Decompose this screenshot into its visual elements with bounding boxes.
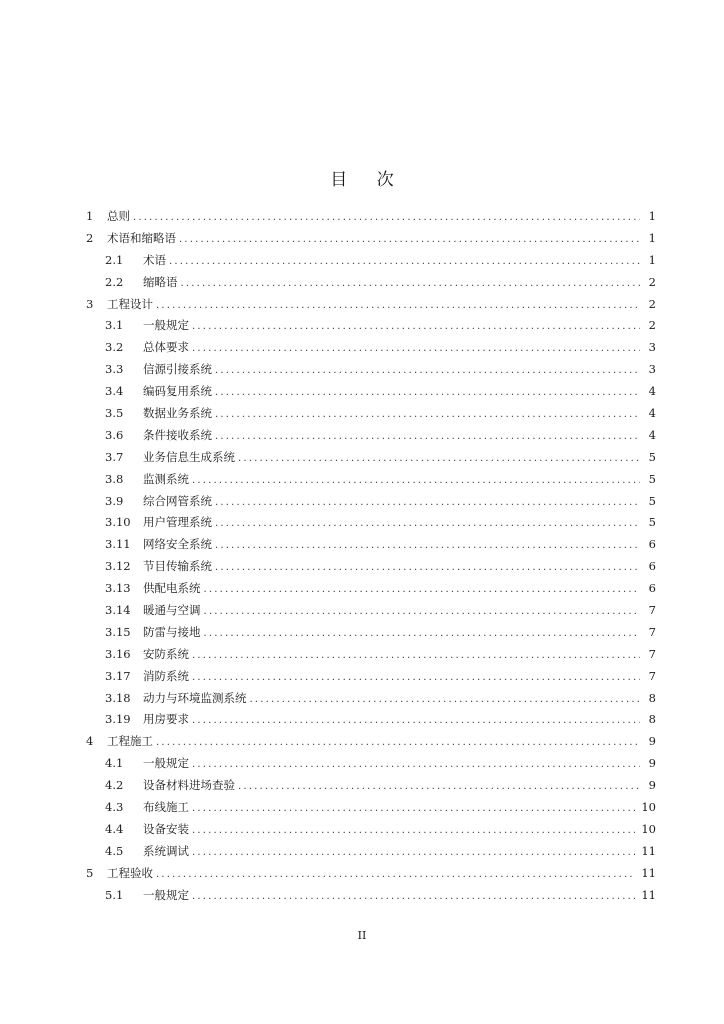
toc-entry <box>86 405 656 427</box>
toc-entry-page: 1 <box>648 209 656 223</box>
toc-entry <box>86 493 656 515</box>
toc-entry-label: 缩略语 <box>143 274 178 289</box>
toc-entry <box>86 777 656 799</box>
toc-entry-number: 3.5 <box>105 406 124 421</box>
toc-entry-page: 11 <box>641 843 656 858</box>
toc-entry <box>86 514 656 536</box>
toc-entry-number: 2.1 <box>105 252 124 267</box>
toc-entry-page: 7 <box>648 603 656 618</box>
page-number: II <box>357 929 367 942</box>
toc-leader-dots <box>179 234 640 245</box>
toc-entry-page: 4 <box>648 406 656 421</box>
toc-entry-label: 监测系统 <box>143 471 189 486</box>
toc-entry-page: 10 <box>641 821 656 836</box>
toc-entry <box>86 865 656 887</box>
toc-entry-label: 条件接收系统 <box>143 427 212 442</box>
toc-entry-label: 信源引接系统 <box>143 362 212 377</box>
toc-entry-number: 3.12 <box>105 559 131 574</box>
page-title: 目 次 <box>330 170 406 190</box>
toc-entry-label: 一般规定 <box>143 887 189 902</box>
toc-entry-label: 业务信息生成系统 <box>143 449 235 464</box>
toc-entry <box>86 799 656 821</box>
toc-entry-label: 一般规定 <box>143 756 189 771</box>
toc-entry-page: 8 <box>648 712 656 727</box>
toc-entry <box>86 711 656 733</box>
toc-entry-number: 3.6 <box>105 427 124 442</box>
toc-entry-number: 3.19 <box>105 712 131 727</box>
toc-entry-number: 3.4 <box>105 384 124 399</box>
toc-entry <box>86 887 656 909</box>
toc-leader-dots <box>215 387 640 398</box>
toc-entry-label: 工程施工 <box>107 734 153 749</box>
toc-entry-page: 4 <box>648 427 656 442</box>
toc-entry-page: 5 <box>648 515 656 530</box>
toc-entry <box>86 339 656 361</box>
table-of-contents <box>86 208 656 909</box>
toc-leader-dots <box>156 300 640 311</box>
toc-entry-page: 7 <box>648 668 656 683</box>
toc-entry-page: 5 <box>648 493 656 508</box>
toc-leader-dots <box>192 825 635 836</box>
toc-entry-page: 2 <box>648 318 656 333</box>
toc-entry-label: 数据业务系统 <box>143 406 212 421</box>
toc-leader-dots <box>192 715 640 726</box>
toc-entry-number: 3 <box>86 296 94 311</box>
toc-entry-page: 6 <box>648 537 656 552</box>
toc-entry <box>86 361 656 383</box>
toc-entry-page: 6 <box>648 559 656 574</box>
toc-leader-dots <box>156 869 635 880</box>
toc-leader-dots <box>192 343 640 354</box>
toc-leader-dots <box>192 803 635 814</box>
toc-leader-dots <box>238 453 640 464</box>
toc-leader-dots <box>215 409 640 420</box>
toc-entry <box>86 274 656 296</box>
toc-leader-dots <box>156 737 640 748</box>
toc-leader-dots <box>215 562 640 573</box>
toc-leader-dots <box>215 431 640 442</box>
toc-entry-page: 9 <box>648 734 656 749</box>
toc-entry-label: 总则 <box>107 209 130 223</box>
toc-leader-dots <box>133 212 640 223</box>
toc-entry-page: 10 <box>641 800 656 815</box>
toc-entry-page: 3 <box>648 340 656 355</box>
toc-entry-label: 安防系统 <box>143 646 189 661</box>
toc-entry <box>86 427 656 449</box>
toc-leader-dots <box>181 278 641 289</box>
toc-entry <box>86 821 656 843</box>
toc-entry-number: 1 <box>86 209 94 223</box>
toc-entry <box>86 733 656 755</box>
toc-entry <box>86 624 656 646</box>
toc-entry-label: 防雷与接地 <box>143 624 201 639</box>
toc-entry-label: 用户管理系统 <box>143 515 212 530</box>
toc-entry-number: 5.1 <box>105 887 124 902</box>
toc-leader-dots <box>192 759 640 770</box>
toc-entry-label: 动力与环境监测系统 <box>143 690 247 705</box>
toc-entry-page: 2 <box>648 274 656 289</box>
toc-leader-dots <box>215 518 640 529</box>
toc-entry-number: 3.1 <box>105 318 124 333</box>
toc-entry-page: 11 <box>641 887 656 902</box>
toc-entry <box>86 602 656 624</box>
toc-entry-number: 2.2 <box>105 274 124 289</box>
toc-leader-dots <box>215 365 640 376</box>
toc-entry-page: 6 <box>648 581 656 596</box>
toc-entry-page: 3 <box>648 362 656 377</box>
toc-entry-page: 8 <box>648 690 656 705</box>
toc-entry-label: 消防系统 <box>143 668 189 683</box>
toc-entry-number: 4.1 <box>105 756 124 771</box>
toc-leader-dots <box>250 694 641 705</box>
toc-entry-page: 7 <box>648 624 656 639</box>
toc-entry <box>86 383 656 405</box>
toc-entry-page: 11 <box>641 865 656 880</box>
toc-leader-dots <box>192 321 640 332</box>
toc-entry <box>86 471 656 493</box>
toc-entry-page: 7 <box>648 646 656 661</box>
toc-leader-dots <box>169 256 640 267</box>
toc-entry-label: 总体要求 <box>143 340 189 355</box>
toc-entry-label: 编码复用系统 <box>143 384 212 399</box>
toc-entry-number: 3.13 <box>105 581 131 596</box>
toc-entry-number: 3.8 <box>105 471 124 486</box>
toc-leader-dots <box>204 628 641 639</box>
toc-entry <box>86 558 656 580</box>
toc-entry-label: 设备材料进场查验 <box>143 778 235 793</box>
toc-leader-dots <box>192 475 640 486</box>
toc-entry-page: 1 <box>648 252 656 267</box>
toc-entry-page: 4 <box>648 384 656 399</box>
toc-entry-label: 供配电系统 <box>143 581 201 596</box>
toc-entry-number: 3.7 <box>105 449 124 464</box>
toc-entry <box>86 230 656 252</box>
toc-entry <box>86 317 656 339</box>
toc-entry-number: 3.16 <box>105 646 131 661</box>
toc-entry-label: 工程设计 <box>107 296 153 311</box>
toc-entry-number: 3.11 <box>105 537 131 552</box>
toc-entry-number: 2 <box>86 230 94 245</box>
toc-entry-page: 2 <box>648 296 656 311</box>
toc-entry-number: 3.15 <box>105 624 131 639</box>
toc-entry-label: 网络安全系统 <box>143 537 212 552</box>
toc-entry-number: 3.9 <box>105 493 124 508</box>
toc-entry-number: 3.18 <box>105 690 131 705</box>
toc-entry-page: 5 <box>648 471 656 486</box>
toc-entry <box>86 668 656 690</box>
toc-entry-number: 3.17 <box>105 668 131 683</box>
toc-entry-label: 设备安装 <box>143 821 189 836</box>
toc-leader-dots <box>215 540 640 551</box>
toc-entry-label: 术语 <box>143 252 166 267</box>
toc-leader-dots <box>204 606 641 617</box>
toc-entry <box>86 690 656 712</box>
toc-entry-label: 综合网管系统 <box>143 493 212 508</box>
toc-leader-dots <box>238 781 640 792</box>
toc-leader-dots <box>192 650 640 661</box>
toc-entry-page: 1 <box>648 230 656 245</box>
toc-entry-label: 工程验收 <box>107 865 153 880</box>
toc-entry-number: 3.2 <box>105 340 124 355</box>
toc-entry-label: 术语和缩略语 <box>107 230 176 245</box>
toc-entry-label: 用房要求 <box>143 712 189 727</box>
toc-entry-label: 一般规定 <box>143 318 189 333</box>
toc-entry <box>86 449 656 471</box>
toc-entry <box>86 580 656 602</box>
toc-entry-number: 3.14 <box>105 603 131 618</box>
toc-entry-number: 4.5 <box>105 843 124 858</box>
toc-entry <box>86 755 656 777</box>
toc-entry-number: 4.3 <box>105 800 124 815</box>
toc-entry-label: 布线施工 <box>143 800 189 815</box>
toc-entry-number: 4 <box>86 734 94 749</box>
toc-entry-label: 暖通与空调 <box>143 603 201 618</box>
toc-leader-dots <box>215 497 640 508</box>
toc-entry-page: 5 <box>648 449 656 464</box>
toc-entry <box>86 208 656 230</box>
toc-leader-dots <box>192 847 635 858</box>
toc-entry <box>86 646 656 668</box>
toc-leader-dots <box>192 891 635 902</box>
toc-entry <box>86 843 656 865</box>
toc-entry-page: 9 <box>648 756 656 771</box>
toc-entry-label: 节目传输系统 <box>143 559 212 574</box>
toc-leader-dots <box>204 584 641 595</box>
toc-entry-number: 5 <box>86 865 94 880</box>
toc-entry-number: 3.3 <box>105 362 124 377</box>
toc-entry-number: 4.2 <box>105 778 124 793</box>
toc-leader-dots <box>192 672 640 683</box>
toc-entry-page: 9 <box>648 778 656 793</box>
toc-entry-number: 4.4 <box>105 821 124 836</box>
toc-entry-label: 系统调试 <box>143 843 189 858</box>
toc-entry <box>86 536 656 558</box>
toc-entry <box>86 252 656 274</box>
toc-entry <box>86 296 656 318</box>
toc-entry-number: 3.10 <box>105 515 131 530</box>
